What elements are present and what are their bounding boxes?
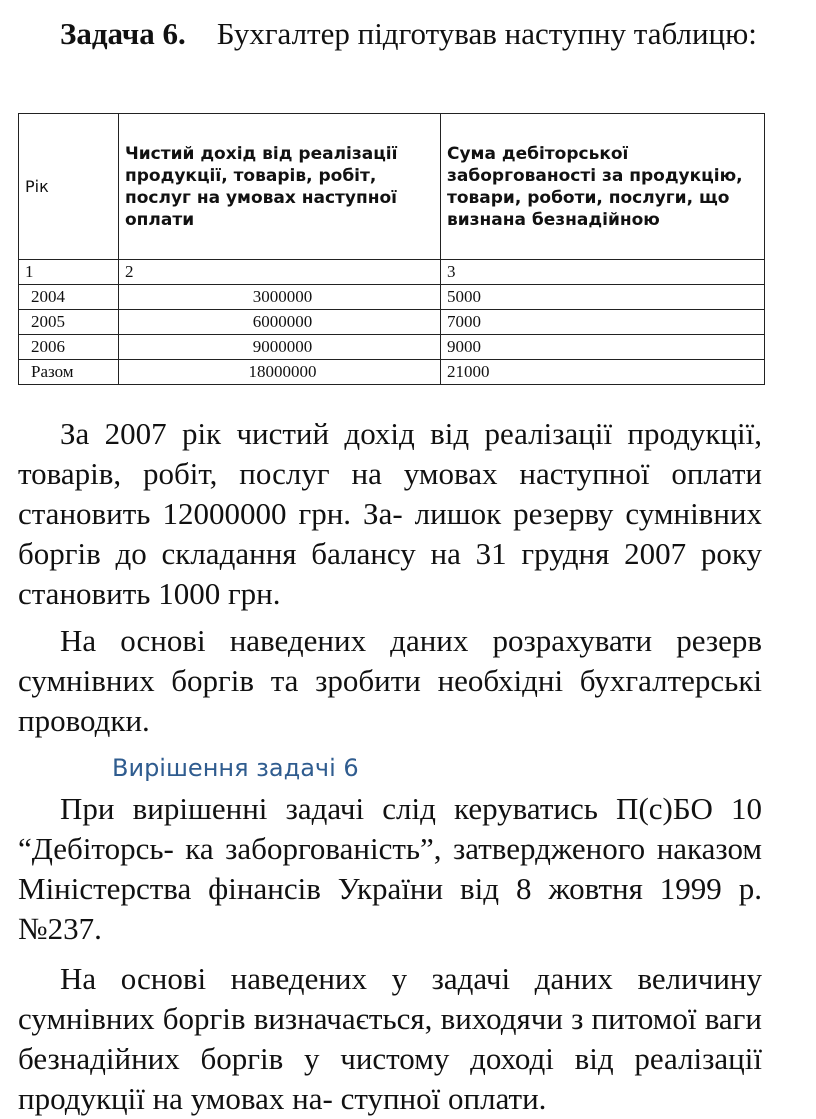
table-row	[19, 310, 765, 335]
header-net-income: Чистий дохід від реалізації продукції, товарів, робіт, послуг на умовах наступної оплати	[119, 114, 441, 260]
cell-total-label: Разом	[19, 360, 119, 385]
cell-year: 2006	[19, 335, 119, 360]
task-intro: Бухгалтер підготував наступну таблицю:	[216, 16, 757, 51]
header-bad-debt: Сума дебіторської заборгованості за продукцію, товари, роботи, послуги, що визнана безнадійною	[441, 114, 765, 260]
cell-bad-debt: 5000	[441, 285, 765, 310]
paragraph-assignment: На основі наведених даних розрахувати резерв сумнівних боргів та зробити необхідні бухгалтерські проводки.	[18, 623, 762, 738]
paragraph-solution-method: На основі наведених у задачі даних величину сумнівних боргів визначається, виходячи з питомої ваги безнадійних боргів у чистому доході від реалізації продукції на умовах на- ступної оплати.	[18, 961, 762, 1116]
cell-year: 2004	[19, 285, 119, 310]
header-year: Рік	[19, 114, 119, 260]
column-number: 2	[119, 260, 441, 285]
column-number: 1	[19, 260, 119, 285]
task-statement	[18, 14, 816, 54]
cell-bad-debt: 9000	[441, 335, 765, 360]
table-total-row	[19, 360, 765, 385]
table-row	[19, 285, 765, 310]
table-column-numbers-row	[19, 260, 765, 285]
cell-bad-debt-total: 21000	[441, 360, 765, 385]
table-header-row	[19, 114, 765, 260]
cell-net-income: 6000000	[119, 310, 441, 335]
cell-net-income: 9000000	[119, 335, 441, 360]
task-title: Задача 6.	[60, 16, 186, 51]
column-number: 3	[441, 260, 765, 285]
table-row	[19, 335, 765, 360]
paragraph-solution-basis: При вирішенні задачі слід керуватись П(с)БО 10 “Дебіторсь- ка заборгованість”, затвердженого наказом Міністерства фінансів України від 8 жовтня 1999 р. №237.	[18, 791, 762, 946]
data-table	[18, 113, 765, 385]
cell-net-income-total: 18000000	[119, 360, 441, 385]
paragraph-conditions: За 2007 рік чистий дохід від реалізації продукції, товарів, робіт, послуг на умовах наступної оплати становить 12000000 грн. За- лишок резерву сумнівних боргів до складання балансу на 31 грудня 2007 року становить 1000 грн.	[18, 416, 762, 611]
cell-bad-debt: 7000	[441, 310, 765, 335]
cell-year: 2005	[19, 310, 119, 335]
solution-heading: Вирішення задачі 6	[112, 754, 359, 782]
cell-net-income: 3000000	[119, 285, 441, 310]
